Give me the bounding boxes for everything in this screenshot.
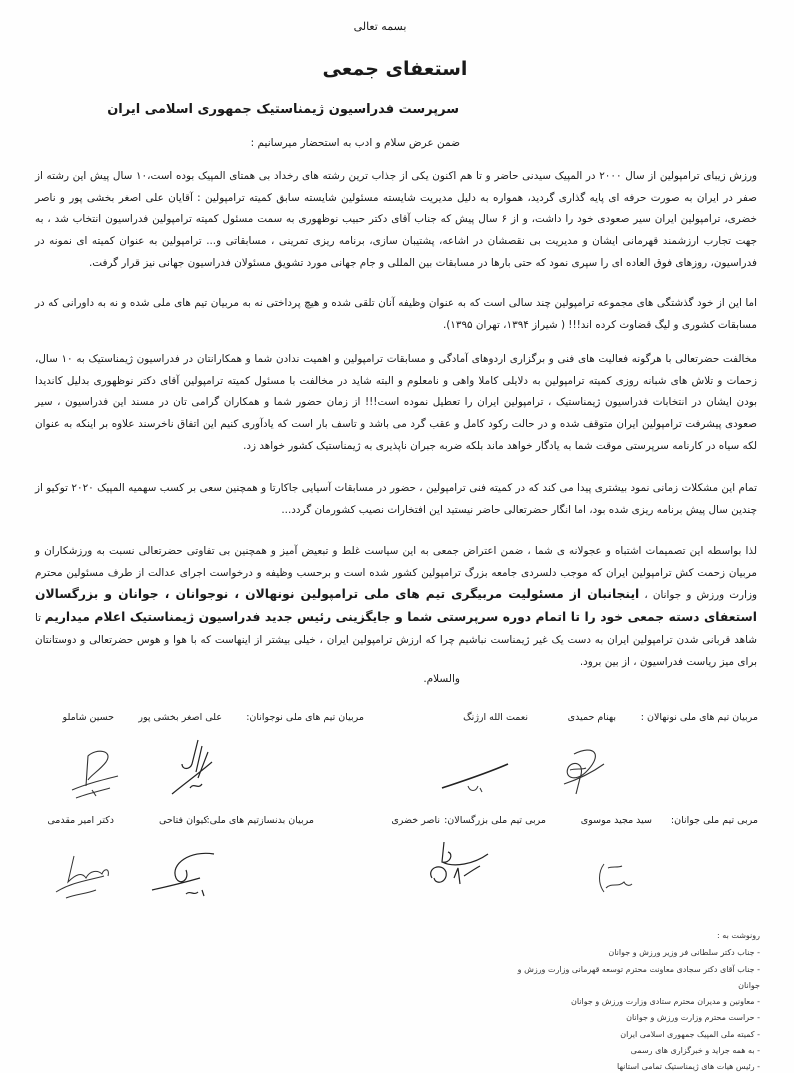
cc-item: - حراست محترم وزارت ورزش و جوانان [626,1013,760,1023]
name-behnam-hamidi: بهنام حمیدی [567,712,616,723]
paragraph-resignation [35,541,757,673]
label-senior-coach: مربی تیم ملی بزرگسالان: [444,815,546,826]
label-cadets-coaches: مربیان تیم های ملی نوجوانان: [246,712,364,723]
addressee: سرپرست فدراسیون ژیمناستیک جمهوری اسلامی ایران [107,102,459,117]
name-amir-moghaddami: دکتر امیر مقدمی [47,815,114,826]
signature-hossein-shamlou [66,746,121,801]
name-aliasghar-bakhshipour: علی اصغر بخشی پور [138,712,222,723]
letter-title: استعفای جمعی [322,58,468,80]
name-nematollah-arzhang: نعمت الله ارژنگ [463,712,528,723]
name-majid-mousavi: سید مجید موسوی [580,815,652,826]
label-fitness-coaches: مربیان بدنسازتیم های ملی: [206,815,314,826]
paragraph-history: ورزش زیبای ترامپولین از سال ۲۰۰۰ در المپیک سیدنی حاضر و تا هم اکنون یکی از جذاب ترین رشته های رخداد بی همتای المپیک بوده است،۱۰ سال پیش این رشته از صفر در ایران به صورت حرفه ای پایه گذاری گردید، همواره به دلیل مدیریت شایسته مسئولین شایسته سابق کمیته ترامپولین : آقایان علی اصغر بخشی پور و ناصر خضری، ترامپولین ایران سیر صعودی خود را داشت، و از ۶ سال پیش که جناب آقای دکتر حبیب نوظهوری به سمت مسئول کمیته ترامپولین فدراسیون انتخاب شد ، به جهت تجارب ارزشمند قهرمانی ایشان و مدیریت بی نقصشان در اشاعه، پشتیبان سازی، برنامه ریزی تمرینی ، مسابقاتی و... ترامپولین به عنوان کمیته ای نمونه در فدراسیون، روزهای فوق العاده ای را سپری نمود که حتی بارها در مسابقات بین المللی و جام جهانی مورد تشویق مسئولان فدراسیون جهانی نیز قرار گرفت. [35,170,757,269]
bismillah-heading: بسمه تعالی [353,20,407,33]
label-youth-coach: مربی تیم ملی جوانان: [670,815,758,826]
greeting: ضمن عرض سلام و ادب به استحضار میرسانیم : [250,137,460,149]
cc-item: - معاونین و مدیران محترم ستادی وزارت ورزش و جوانان [570,997,760,1007]
signature-aliasghar-bakhshipour [168,738,218,798]
paragraph-opposition: مخالفت حضرتعالی با هرگونه فعالیت های فنی و برگزاری اردوهای آمادگی و مسابقات ترامپولین و اهمیت ندادن شما و همکارانتان در فدراسیون ژیمناستیک به ۱۰ سال، زحمات و تلاش های شبانه روزی کمیته ترامپولین به دلایلی کاملا واهی و نامعلوم و البته شاید در مخالفت با مسئول کمیته ترامپولین آقای دکتر نوظهوری بدلیل کاندیدا بودن ایشان در انتخابات فدراسیون ژیمناستیک ، ترامپولین ایران را تعطیل نموده است!!! از زمان حضور شما و همکاران گرامی تان در مسند این فدراسیون ، سیر صعودی پیشرفت ترامپولین ایران متوقف شده و در حالت رکود کامل و عقب گرد می باشد و تاسف بار است که یادآوری کنیم این اتفاق ناخرسند علاوه بر اینکه به عنوان لکه سیاه در کارنامه سرپرستی موقت شما به یادگار خواهد ماند بلکه ضربه جبران ناپذیری به ژیمناستیک کشور خواهد زد. [35,353,757,452]
cc-title: رونوشت به : [717,931,760,940]
paragraph-problems: تمام این مشکلات زمانی نمود بیشتری پیدا می کند که در کمیته فنی ترامپولین ، حضور در مسابقات آسیایی جاکارتا و همچنین سعی بر کسب سهمیه المپیک ۲۰۲۰ توکیو از چندین سال پیش برنامه ریزی شده بود، اما انگار حضرتعالی حاضر نیستید این افتخارات نصیب کشورمان گردد... [35,482,757,516]
label-juniors-coaches: مربیان تیم های ملی نونهالان : [640,712,758,723]
name-keyvan-fattahi: کیوان فتاحی [158,815,208,826]
cc-item: - به همه جراید و خبرگزاری های رسمی [630,1046,760,1056]
cc-item: - کمیته ملی المپیک جمهوری اسلامی ایران [620,1029,760,1039]
signature-behnam-hamidi [546,744,606,799]
cc-item: - جناب آقای دکتر سجادی معاونت محترم توسعه قهرمانی وزارت ورزش و جوانان [517,964,760,990]
paragraph-unpaid: اما این از خود گذشتگی های مجموعه ترامپولین چند سالی است که به عنوان وظیفه آنان تلقی شده و هیچ پرداختی نه به مربیان تیم های ملی شده و نه به داورانی که در مسابقات کشوری و لیگ قضاوت کرده اند!!! ( شیراز ۱۳۹۴، تهران ۱۳۹۵). [35,297,757,331]
signature-majid-mousavi [596,858,636,898]
resignation-text-start: لذا بواسطه این تصمیمات اشتباه و عجولانه ی شما ، ضمن اعتراض جمعی به این سیاست غلط و تبعیض آمیز و همچنین بی تفاوتی حضرتعالی نسبت به ورزشکاران و مربیان زحمت کش ترامپولین ایران که موجب دلسردی جامعه بزرگ ترامپولین کشور شده است و برحسب وظیفه و درخواست اجرای عدالت از طرف مسئولین محترم وزارت ورزش و جوانان ، [35,545,758,602]
cc-list [500,928,760,1076]
resignation-statement: اینجانبان از مسئولیت مربیگری تیم های ملی ترامپولین نونهالان ، نوجوانان ، جوانان و بزرگسالان استعفای دسته جمعی خود را تا اتمام دوره سرپرستی شما و جایگزینی رئیس جدید فدراسیون ژیمناستیک اعلام میداریم [35,587,757,625]
signature-keyvan-fattahi [150,850,220,900]
closing: والسلام. [423,673,460,685]
resignation-text-end: تا شاهد قربانی شدن ترامپولین ایران به دست یک غیر ژیمناست نباشیم چرا که ارزش ترامپولین ایران ، خیلی بیشتر از اینهاست که با هوا و هوس حضرتعالی و دوستانتان برای میز ریاست فدراسیون ، از بین برود. [35,612,757,668]
name-hossein-shamlou: حسین شاملو [62,712,114,723]
signature-amir-moghaddami [52,852,112,902]
cc-item: - رئیس هیات های ژیمناستیک تمامی استانها [617,1062,760,1072]
signature-nematollah-arzhang [440,760,510,795]
cc-item: - جناب دکتر سلطانی فر وزیر ورزش و جوانان [608,948,760,958]
name-naser-khezri: ناصر خضری [391,815,440,826]
signature-naser-khezri [424,838,494,898]
